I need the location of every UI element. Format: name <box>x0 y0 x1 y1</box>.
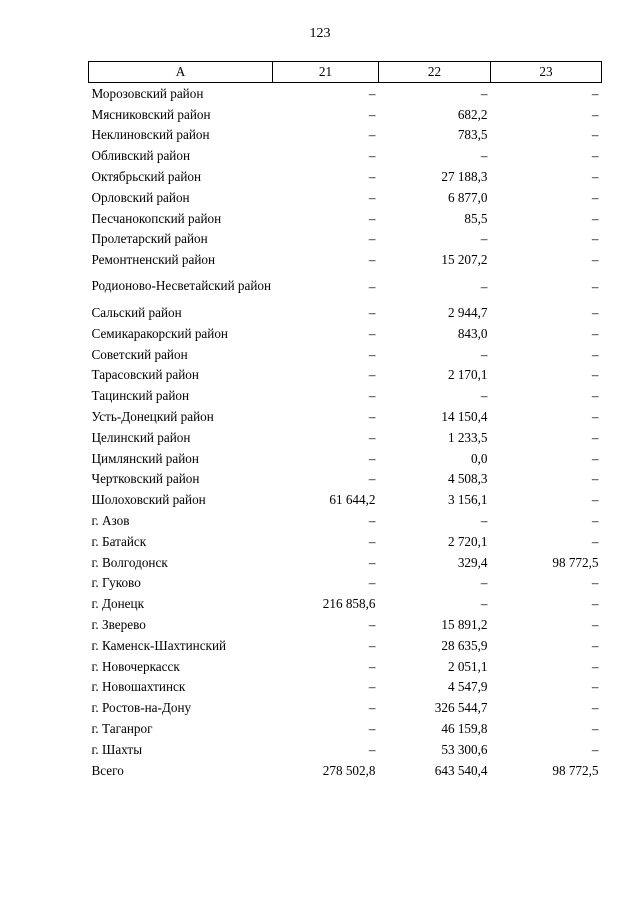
table-row <box>89 406 602 427</box>
row-name: г. Зверево <box>91 617 146 633</box>
cell-col-21: – <box>368 741 376 757</box>
table-row <box>89 552 602 573</box>
column-header-23: 23 <box>491 62 602 83</box>
row-name: Тарасовский район <box>91 367 199 383</box>
cell-col-22: 15 891,2 <box>441 617 488 633</box>
cell-col-22: 783,5 <box>457 127 488 143</box>
cell-col-23: – <box>591 637 599 653</box>
table-row <box>89 531 602 552</box>
table-row <box>89 760 602 781</box>
cell-col-23: – <box>591 210 599 226</box>
table-row <box>89 187 602 208</box>
cell-col-22: 1 233,5 <box>447 429 488 445</box>
cell-col-22: 2 051,1 <box>447 658 488 674</box>
cell-col-21: – <box>368 429 376 445</box>
cell-col-21: – <box>368 210 376 226</box>
row-name: Песчанокопский район <box>91 210 222 226</box>
row-name: Пролетарский район <box>91 231 208 247</box>
cell-col-21: – <box>368 148 376 164</box>
row-name: г. Шахты <box>91 741 143 757</box>
cell-col-23: – <box>591 305 599 321</box>
cell-col-23: – <box>591 617 599 633</box>
row-name: г. Каменск-Шахтинский <box>91 637 227 653</box>
cell-col-22: 3 156,1 <box>447 492 488 508</box>
column-header-a: А <box>89 62 273 83</box>
table-row <box>89 614 602 635</box>
cell-col-23: – <box>591 471 599 487</box>
table-row <box>89 323 602 344</box>
row-name: Морозовский район <box>91 85 204 101</box>
cell-col-23: – <box>591 721 599 736</box>
page-number: 123 <box>309 26 331 41</box>
table-row <box>89 656 602 677</box>
cell-col-21: – <box>368 658 376 674</box>
row-name: г. Волгодонск <box>91 554 168 570</box>
cell-col-21: – <box>368 471 376 487</box>
cell-col-22: – <box>480 346 488 362</box>
cell-col-23: – <box>591 596 599 612</box>
cell-col-22: – <box>480 85 488 101</box>
row-name: Сальский район <box>91 305 182 321</box>
row-name: Орловский район <box>91 189 190 205</box>
row-name: г. Батайск <box>91 533 147 549</box>
cell-col-23: – <box>591 169 599 185</box>
cell-col-22: 2 720,1 <box>447 533 488 549</box>
row-name: г. Азов <box>91 513 130 529</box>
cell-col-22: 4 508,3 <box>447 471 488 487</box>
table-row <box>89 489 602 510</box>
column-header-21: 21 <box>273 62 379 83</box>
cell-col-21: – <box>368 721 376 736</box>
cell-col-22: 53 300,6 <box>441 741 488 757</box>
cell-col-23: – <box>591 409 599 425</box>
cell-col-21: 216 858,6 <box>322 596 376 612</box>
cell-col-21: – <box>368 513 376 529</box>
column-header-22: 22 <box>379 62 491 83</box>
row-name: Неклиновский район <box>91 127 210 143</box>
cell-col-21: – <box>368 127 376 143</box>
cell-col-22: 14 150,4 <box>441 409 488 425</box>
cell-col-23: – <box>591 252 599 268</box>
row-name: Ремонтненский район <box>91 252 216 268</box>
cell-col-23: – <box>591 106 599 122</box>
row-name: Советский район <box>91 346 188 362</box>
cell-col-21: – <box>368 189 376 205</box>
row-name: Октябрьский район <box>91 169 202 185</box>
cell-col-21: – <box>368 388 376 404</box>
cell-col-22: 2 170,1 <box>447 367 488 383</box>
cell-col-21: – <box>368 346 376 362</box>
cell-col-22: – <box>480 513 488 529</box>
table-row <box>89 677 602 698</box>
row-name: Целинский район <box>91 429 191 445</box>
cell-col-22: – <box>480 278 488 294</box>
row-name: Мясниковский район <box>91 106 211 122</box>
cell-col-22: – <box>480 231 488 247</box>
cell-col-22: 843,0 <box>457 325 488 341</box>
cell-col-23: – <box>591 700 599 716</box>
cell-col-21: – <box>368 637 376 653</box>
cell-col-21: – <box>368 305 376 321</box>
cell-col-21: – <box>368 367 376 383</box>
row-name: Усть-Донецкий район <box>91 409 214 425</box>
row-name: г. Таганрог <box>91 721 153 736</box>
cell-col-23: – <box>591 127 599 143</box>
cell-col-23: – <box>591 513 599 529</box>
cell-col-23: – <box>591 741 599 757</box>
cell-col-21: – <box>368 169 376 185</box>
row-name: Тацинский район <box>91 388 190 404</box>
cell-col-22: 326 544,7 <box>434 700 488 716</box>
cell-col-21: – <box>368 554 376 570</box>
cell-col-22: 27 188,3 <box>441 169 488 185</box>
cell-col-22: 682,2 <box>457 106 488 122</box>
cell-col-21: – <box>368 617 376 633</box>
cell-col-22: 46 159,8 <box>441 721 488 736</box>
row-name: Родионово-Несветайский район <box>91 278 272 294</box>
table-row <box>89 635 602 656</box>
row-name: Шолоховский район <box>91 492 206 508</box>
table-row <box>89 739 602 760</box>
cell-col-22: 4 547,9 <box>447 679 488 695</box>
table-body <box>89 83 602 781</box>
cell-col-23: – <box>591 658 599 674</box>
cell-col-21: 278 502,8 <box>322 762 376 778</box>
cell-col-23: – <box>591 231 599 247</box>
cell-col-23: 98 772,5 <box>552 554 599 570</box>
cell-col-23: – <box>591 278 599 294</box>
table-row <box>89 249 602 270</box>
table-header-row <box>89 62 602 83</box>
table-row <box>89 510 602 531</box>
cell-col-22: – <box>480 388 488 404</box>
data-table <box>88 61 602 781</box>
row-name: г. Новочеркасск <box>91 658 180 674</box>
cell-col-22: 85,5 <box>464 210 488 226</box>
cell-col-21: – <box>368 278 376 294</box>
cell-col-23: – <box>591 575 599 591</box>
cell-col-22: – <box>480 596 488 612</box>
table-row <box>89 125 602 146</box>
row-name: Обливский район <box>91 148 191 164</box>
cell-col-22: 15 207,2 <box>441 252 488 268</box>
table-row <box>89 270 602 302</box>
cell-col-23: – <box>591 85 599 101</box>
row-name: г. Новошахтинск <box>91 679 186 695</box>
row-name: г. Гуково <box>91 575 141 591</box>
table-row <box>89 385 602 406</box>
cell-col-21: – <box>368 679 376 695</box>
cell-col-23: – <box>591 533 599 549</box>
cell-col-22: 329,4 <box>457 554 488 570</box>
table-row <box>89 718 602 739</box>
cell-col-21: – <box>368 106 376 122</box>
table-row <box>89 166 602 187</box>
cell-col-21: 61 644,2 <box>329 492 376 508</box>
cell-col-21: – <box>368 700 376 716</box>
row-name: г. Ростов-на-Дону <box>91 700 192 716</box>
table-row <box>89 208 602 229</box>
cell-col-23: – <box>591 679 599 695</box>
cell-col-23: – <box>591 148 599 164</box>
row-name: Чертковский район <box>91 471 200 487</box>
cell-col-22: 6 877,0 <box>447 189 488 205</box>
cell-col-22: – <box>480 575 488 591</box>
row-name: Всего <box>91 762 124 778</box>
table-row <box>89 697 602 718</box>
cell-col-23: – <box>591 450 599 466</box>
cell-col-22: 643 540,4 <box>434 762 488 778</box>
cell-col-21: – <box>368 575 376 591</box>
table-row <box>89 448 602 469</box>
cell-col-23: – <box>591 189 599 205</box>
cell-col-21: – <box>368 85 376 101</box>
cell-col-23: – <box>591 388 599 404</box>
cell-col-22: 28 635,9 <box>441 637 488 653</box>
table-row <box>89 104 602 125</box>
table-row <box>89 593 602 614</box>
cell-col-22: – <box>480 148 488 164</box>
table-row <box>89 573 602 594</box>
cell-col-23: – <box>591 346 599 362</box>
cell-col-21: – <box>368 450 376 466</box>
table-row <box>89 427 602 448</box>
cell-col-21: – <box>368 533 376 549</box>
cell-col-21: – <box>368 252 376 268</box>
row-name: г. Донецк <box>91 596 144 612</box>
cell-col-23: – <box>591 492 599 508</box>
cell-col-21: – <box>368 409 376 425</box>
table-row <box>89 145 602 166</box>
table-row <box>89 365 602 386</box>
cell-col-22: 0,0 <box>471 450 488 466</box>
table-row <box>89 469 602 490</box>
cell-col-23: – <box>591 367 599 383</box>
table-row <box>89 344 602 365</box>
cell-col-21: – <box>368 231 376 247</box>
table-row <box>89 83 602 104</box>
cell-col-23: 98 772,5 <box>552 762 599 778</box>
cell-col-22: 2 944,7 <box>447 305 488 321</box>
cell-col-23: – <box>591 429 599 445</box>
row-name: Семикаракорский район <box>91 325 228 341</box>
cell-col-23: – <box>591 325 599 341</box>
row-name: Цимлянский район <box>91 450 199 466</box>
table-row <box>89 229 602 250</box>
cell-col-21: – <box>368 325 376 341</box>
table-row <box>89 302 602 323</box>
